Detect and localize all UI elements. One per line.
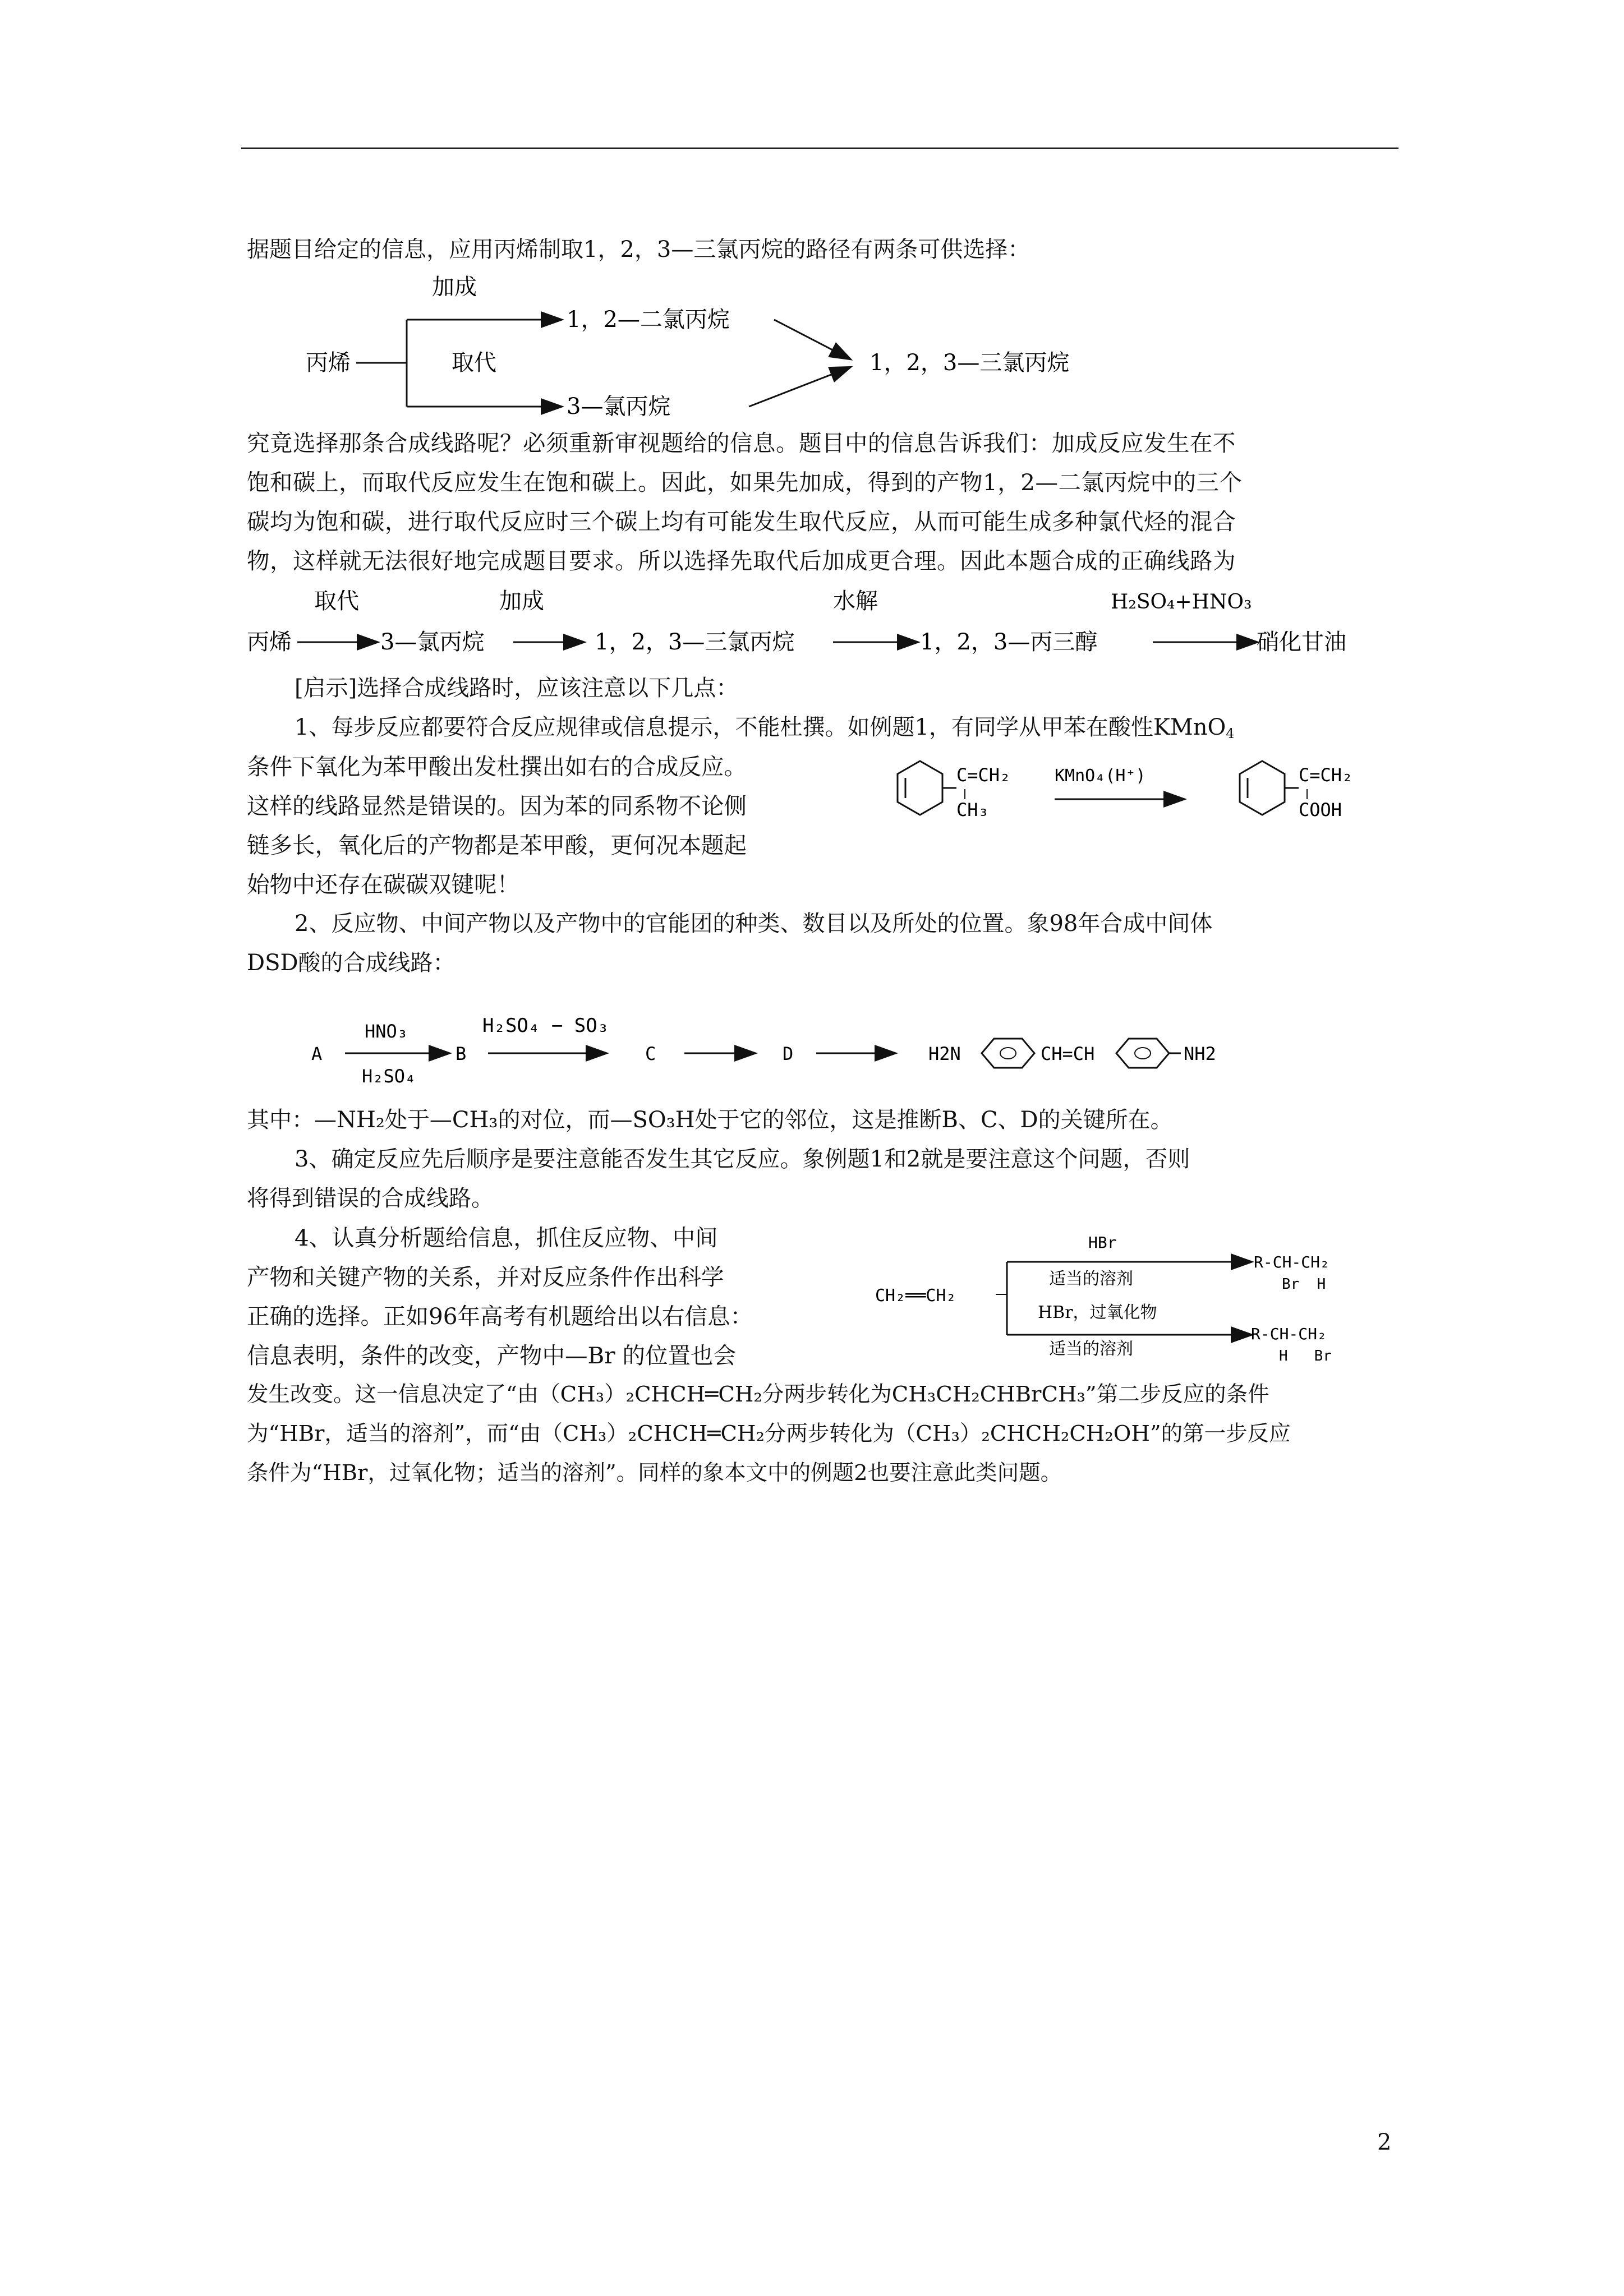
point1-line: 条件下氧化为苯甲酸出发杜撰出如右的合成反应。 xyxy=(247,753,747,780)
point4-line: 信息表明，条件的改变，产物中—Br 的位置也会 xyxy=(247,1342,736,1369)
point3-line2: 将得到错误的合成线路。 xyxy=(247,1186,494,1211)
point4-tail-line: 发生改变。这一信息决定了“由（CH₃）₂CHCH═CH₂分两步转化为CH₃CH₂CHBrCH₃”第二步反应的条件 xyxy=(247,1382,1269,1407)
analysis-line: 物，这样就无法很好地完成题目要求。所以选择先取代后加成更合理。因此本题合成的正确线路为 xyxy=(247,547,1236,574)
compound-4: 1，2，3—丙三醇 xyxy=(920,629,1098,655)
p4-lower-bottom: 适当的溶剂 xyxy=(1049,1339,1133,1359)
compound-3: 1，2，3—三氯丙烷 xyxy=(595,629,795,655)
header-rule xyxy=(241,147,1398,149)
benzene-right xyxy=(1116,1039,1169,1068)
analysis-line: 碳均为饱和碳，进行取代反应时三个碳上均有可能发生取代反应，从而可能生成多种氯代烃的混合 xyxy=(247,508,1236,535)
dsd-scheme xyxy=(303,1004,1369,1105)
point1-reaction xyxy=(881,749,1386,850)
p4-upper-top: HBr xyxy=(1088,1233,1117,1252)
point1-body xyxy=(247,747,747,904)
point2-line1: 2、反应物、中间产物以及产物中的官能团的种类、数目以及所处的位置。象98年合成中间体 xyxy=(295,911,1213,937)
p4-upper-bottom: 适当的溶剂 xyxy=(1049,1269,1133,1289)
p4-lower-top: HBr，过氧化物 xyxy=(1038,1303,1157,1322)
point4-tail xyxy=(247,1375,1291,1493)
scheme-reagent-top: HNO₃ xyxy=(365,1021,408,1042)
scheme-A: A xyxy=(311,1043,323,1064)
analysis-line: 饱和碳上，而取代反应发生在饱和碳上。因此，如果先加成，得到的产物1，2—二氯丙烷中的三个 xyxy=(247,469,1243,496)
route-upper-product: 1，2—二氯丙烷 xyxy=(567,307,730,333)
point1-sub: 4 xyxy=(1226,726,1235,741)
product-bottom: COOH xyxy=(1299,799,1342,820)
route-final-product: 1，2，3—三氯丙烷 xyxy=(869,350,1070,376)
p4-upper-product: R-CH-CH₂ xyxy=(1254,1253,1329,1271)
cond-4: H₂SO₄+HNO₃ xyxy=(1111,591,1252,614)
compound-5: 硝化甘油 xyxy=(1257,629,1346,655)
point4-line: 4、认真分析题给信息，抓住反应物、中间 xyxy=(295,1224,718,1251)
point1-line: 这样的线路显然是错误的。因为苯的同系物不论侧 xyxy=(247,792,747,819)
correct-route xyxy=(247,583,1414,673)
point1-line1 xyxy=(295,708,1400,747)
hint-title: [启示]选择合成线路时，应该注意以下几点： xyxy=(295,675,739,701)
analysis-paragraph xyxy=(247,423,1397,580)
point4-tail-line: 为“HBr，适当的溶剂”，而“由（CH₃）₂CHCH═CH₂分两步转化为（CH₃）₂CHCH₂CH₂OH”的第一步反应 xyxy=(247,1421,1291,1446)
product-top: C=CH₂ xyxy=(1299,764,1353,786)
benzene-left xyxy=(982,1039,1034,1068)
compound-1: 丙烯 xyxy=(247,629,292,655)
intro-text: 据题目给定的信息，应用丙烯制取1，2，3—三氯丙烷的路径有两条可供选择： xyxy=(247,237,1030,262)
route-start: 丙烯 xyxy=(306,350,351,376)
point1-text: 1、每步反应都要符合反应规律或信息提示，不能杜撰。如例题1，有同学从甲苯在酸性KMnO xyxy=(295,714,1226,740)
analysis-line: 究竟选择那条合成线路呢？必须重新审视题给的信息。题目中的信息告诉我们：加成反应发生在不 xyxy=(247,430,1236,457)
scheme-left-group: H2N xyxy=(928,1043,961,1064)
scheme-B: B xyxy=(456,1043,467,1064)
route-diagram xyxy=(247,264,1200,432)
route-lower-product: 3—氯丙烷 xyxy=(567,394,671,419)
point4-line: 正确的选择。正如96年高考有机题给出以右信息： xyxy=(247,1303,753,1330)
compound-2: 3—氯丙烷 xyxy=(380,629,485,655)
point1-line: 链多长，氧化后的产物都是苯甲酸，更何况本题起 xyxy=(247,832,747,859)
point4-tail-line: 条件为“HBr，过氧化物；适当的溶剂”。同样的象本文中的例题2也要注意此类问题。 xyxy=(247,1460,1062,1486)
point3-line1: 3、确定反应先后顺序是要注意能否发生其它反应。象例题1和2就是要注意这个问题，否则 xyxy=(295,1146,1190,1172)
point2-note: 其中：—NH₂处于—CH₃的对位，而—SO₃H处于它的邻位，这是推断B、C、D的关键所在。 xyxy=(247,1107,1173,1133)
scheme-D: D xyxy=(783,1043,794,1064)
cond-3: 水解 xyxy=(833,588,878,614)
scheme-C: C xyxy=(645,1043,656,1064)
scheme-right-group: NH2 xyxy=(1184,1043,1216,1064)
p4-upper-product-sub: Br H xyxy=(1282,1276,1326,1293)
cond-1: 取代 xyxy=(314,588,359,614)
point4-body xyxy=(247,1218,753,1375)
point1-line: 始物中还存在碳碳双键呢！ xyxy=(247,871,519,898)
p4-lower-product-sub: H Br xyxy=(1279,1348,1332,1364)
cond-2: 加成 xyxy=(499,588,544,614)
reactant-bottom: CH₃ xyxy=(956,799,989,820)
reagent: KMnO₄(H⁺) xyxy=(1055,766,1146,786)
scheme-middle: CH=CH xyxy=(1041,1043,1095,1064)
point4-line: 产物和关键产物的关系，并对反应条件作出科学 xyxy=(247,1264,724,1290)
page-number: 2 xyxy=(1377,2129,1392,2155)
p4-lower-product: R-CH-CH₂ xyxy=(1251,1325,1327,1343)
scheme-reagent2: H₂SO₄ − SO₃ xyxy=(482,1015,609,1037)
scheme-reagent-bottom: H₂SO₄ xyxy=(362,1066,416,1087)
benzene-ring-left xyxy=(898,761,942,815)
benzene-ring-right xyxy=(1240,761,1285,815)
route-upper-label: 加成 xyxy=(432,274,477,300)
route-lower-label: 取代 xyxy=(452,350,496,376)
point4-scheme xyxy=(869,1223,1386,1380)
p4-reactant: CH₂══CH₂ xyxy=(875,1286,956,1306)
reactant-top: C=CH₂ xyxy=(956,764,1011,786)
point2-line2: DSD酸的合成线路： xyxy=(247,950,456,976)
